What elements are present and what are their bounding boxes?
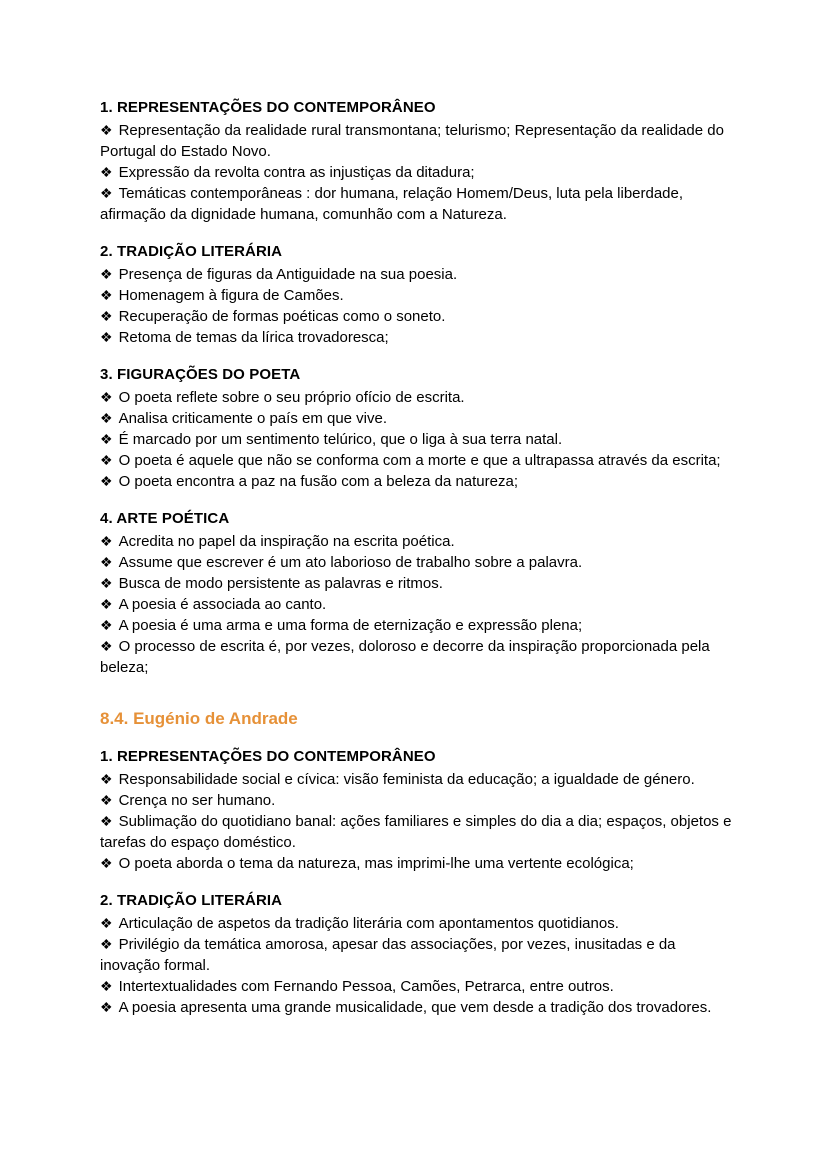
diamond-bullet-icon: ❖ [100, 533, 113, 549]
section-representacoes-2 [100, 746, 732, 874]
diamond-bullet-icon: ❖ [100, 936, 113, 952]
diamond-bullet-icon: ❖ [100, 978, 113, 994]
bullet-text: Temáticas contemporâneas : dor humana, relação Homem/Deus, luta pela liberdade, afirmação da dignidade humana, comunhão com a Natureza. [100, 185, 684, 223]
section-heading: 1. REPRESENTAÇÕES DO CONTEMPORÂNEO [100, 748, 436, 765]
bullet-text: Presença de figuras da Antiguidade na sua poesia. [118, 266, 458, 283]
diamond-bullet-icon: ❖ [100, 638, 113, 654]
bullet-item [100, 934, 732, 976]
diamond-bullet-icon: ❖ [100, 287, 113, 303]
bullet-text: Homenagem à figura de Camões. [118, 287, 344, 304]
bullet-item [100, 162, 732, 183]
diamond-bullet-icon: ❖ [100, 596, 113, 612]
bullet-text: Assume que escrever é um ato laborioso de trabalho sobre a palavra. [118, 554, 583, 571]
bullet-text: A poesia é associada ao canto. [118, 596, 327, 613]
bullet-text: O poeta é aquele que não se conforma com a morte e que a ultrapassa através da escrita; [118, 452, 721, 469]
bullet-item [100, 594, 732, 615]
diamond-bullet-icon: ❖ [100, 554, 113, 570]
bullet-item [100, 636, 732, 678]
bullet-item [100, 285, 732, 306]
bullet-item [100, 769, 732, 790]
section-heading: 4. ARTE POÉTICA [100, 510, 230, 527]
section-heading: 3. FIGURAÇÕES DO POETA [100, 366, 301, 383]
diamond-bullet-icon: ❖ [100, 410, 113, 426]
bullet-text: O poeta reflete sobre o seu próprio ofício de escrita. [118, 389, 465, 406]
section-heading: 1. REPRESENTAÇÕES DO CONTEMPORÂNEO [100, 99, 436, 116]
bullet-item [100, 913, 732, 934]
bullet-text: Articulação de aspetos da tradição literária com apontamentos quotidianos. [118, 915, 619, 932]
diamond-bullet-icon: ❖ [100, 473, 113, 489]
section-heading: 2. TRADIÇÃO LITERÁRIA [100, 243, 283, 260]
bullet-text: O poeta aborda o tema da natureza, mas imprimi-lhe uma vertente ecológica; [118, 855, 634, 872]
section-heading: 2. TRADIÇÃO LITERÁRIA [100, 892, 283, 909]
bullet-item [100, 306, 732, 327]
bullet-text: Privilégio da temática amorosa, apesar das associações, por vezes, inusitadas e da inovação formal. [100, 936, 676, 974]
bullet-item [100, 408, 732, 429]
bullet-text: O processo de escrita é, por vezes, doloroso e decorre da inspiração proporcionada pela beleza; [100, 638, 710, 676]
bullet-item [100, 429, 732, 450]
bullet-item [100, 853, 732, 874]
bullet-text: Retoma de temas da lírica trovadoresca; [118, 329, 389, 346]
diamond-bullet-icon: ❖ [100, 771, 113, 787]
bullet-item [100, 327, 732, 348]
bullet-item [100, 790, 732, 811]
bullet-text: Busca de modo persistente as palavras e ritmos. [118, 575, 443, 592]
diamond-bullet-icon: ❖ [100, 308, 113, 324]
bullet-item [100, 120, 732, 162]
diamond-bullet-icon: ❖ [100, 389, 113, 405]
chapter-heading: 8.4. Eugénio de Andrade [100, 709, 298, 728]
bullet-text: Representação da realidade rural transmontana; telurismo; Representação da realidade do Portugal do Estado Novo. [100, 122, 724, 160]
bullet-item [100, 183, 732, 225]
diamond-bullet-icon: ❖ [100, 452, 113, 468]
bullet-text: É marcado por um sentimento telúrico, que o liga à sua terra natal. [118, 431, 563, 448]
bullet-item [100, 573, 732, 594]
diamond-bullet-icon: ❖ [100, 855, 113, 871]
diamond-bullet-icon: ❖ [100, 792, 113, 808]
bullet-item [100, 811, 732, 853]
diamond-bullet-icon: ❖ [100, 266, 113, 282]
bullet-text: Intertextualidades com Fernando Pessoa, Camões, Petrarca, entre outros. [118, 978, 614, 995]
bullet-text: Recuperação de formas poéticas como o soneto. [118, 308, 446, 325]
bullet-item [100, 531, 732, 552]
diamond-bullet-icon: ❖ [100, 813, 113, 829]
bullet-text: A poesia é uma arma e uma forma de eternização e expressão plena; [118, 617, 583, 634]
diamond-bullet-icon: ❖ [100, 122, 113, 138]
diamond-bullet-icon: ❖ [100, 329, 113, 345]
diamond-bullet-icon: ❖ [100, 999, 113, 1015]
bullet-item [100, 387, 732, 408]
bullet-item [100, 471, 732, 492]
bullet-text: Responsabilidade social e cívica: visão feminista da educação; a igualdade de género. [118, 771, 695, 788]
bullet-item [100, 615, 732, 636]
diamond-bullet-icon: ❖ [100, 164, 113, 180]
bullet-item [100, 976, 732, 997]
bullet-text: Analisa criticamente o país em que vive. [118, 410, 388, 427]
section-representacoes-1 [100, 97, 732, 225]
diamond-bullet-icon: ❖ [100, 575, 113, 591]
section-tradicao-1 [100, 241, 732, 348]
bullet-text: A poesia apresenta uma grande musicalidade, que vem desde a tradição dos trovadores. [118, 999, 712, 1016]
section-arte-poetica [100, 508, 732, 678]
diamond-bullet-icon: ❖ [100, 915, 113, 931]
bullet-item [100, 264, 732, 285]
bullet-text: Acredita no papel da inspiração na escrita poética. [118, 533, 455, 550]
diamond-bullet-icon: ❖ [100, 185, 113, 201]
section-tradicao-2 [100, 890, 732, 1018]
bullet-text: Sublimação do quotidiano banal: ações familiares e simples do dia a dia; espaços, objetos e tarefas do espaço doméstico. [100, 813, 732, 851]
bullet-text: O poeta encontra a paz na fusão com a beleza da natureza; [118, 473, 518, 490]
bullet-text: Expressão da revolta contra as injustiças da ditadura; [118, 164, 475, 181]
bullet-text: Crença no ser humano. [118, 792, 276, 809]
bullet-item [100, 997, 732, 1018]
diamond-bullet-icon: ❖ [100, 617, 113, 633]
bullet-item [100, 552, 732, 573]
section-figuracoes [100, 364, 732, 492]
bullet-item [100, 450, 732, 471]
diamond-bullet-icon: ❖ [100, 431, 113, 447]
